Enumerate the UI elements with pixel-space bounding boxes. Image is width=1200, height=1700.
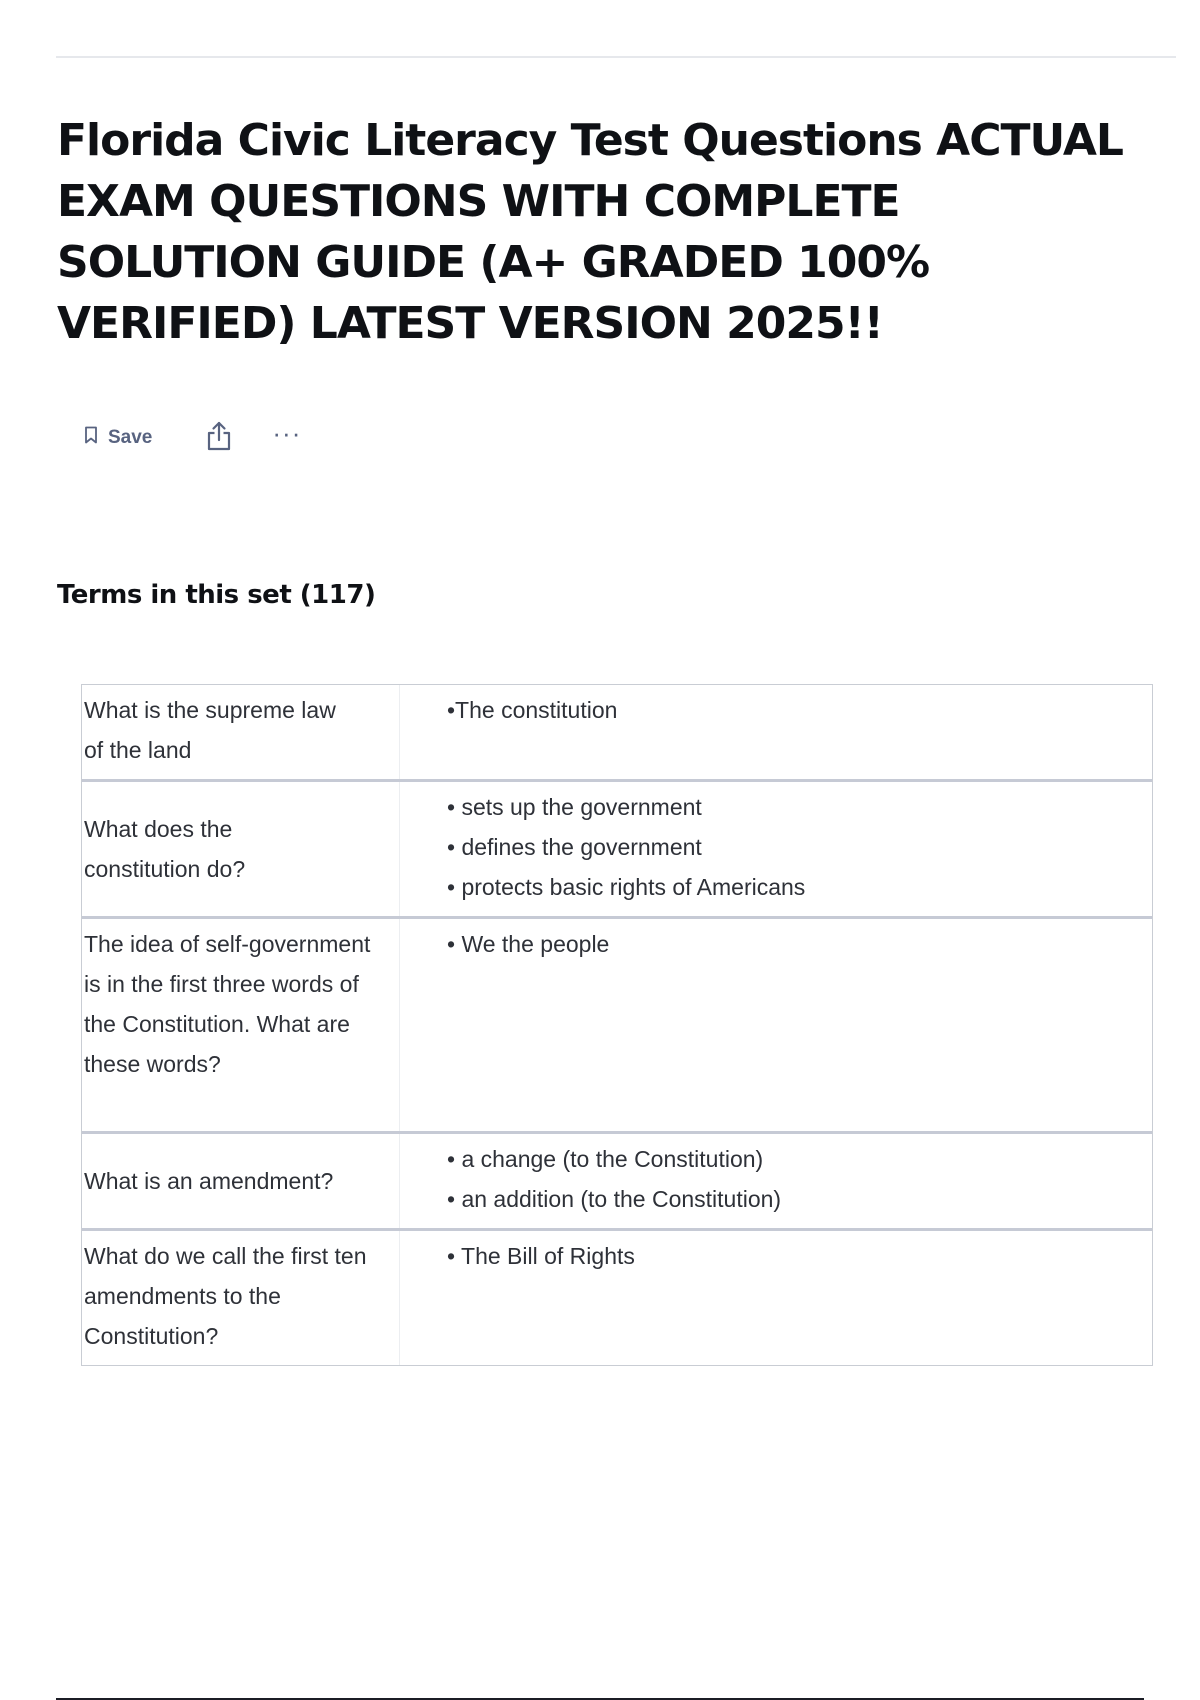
table-row bbox=[82, 1231, 1152, 1365]
top-divider bbox=[56, 56, 1176, 58]
term-cell bbox=[82, 1134, 400, 1228]
page-title: Florida Civic Literacy Test Questions ACTUAL EXAM QUESTIONS WITH COMPLETE SOLUTION GUIDE (A+ GRADED 100% VERIFIED) LATEST VERSION 2025!! bbox=[57, 115, 1123, 349]
term-text: What is an amendment? bbox=[84, 1168, 334, 1194]
action-bar bbox=[84, 418, 301, 458]
definition-line: • We the people bbox=[447, 931, 610, 957]
definition-cell bbox=[400, 919, 1152, 1131]
definition-line: • The Bill of Rights bbox=[447, 1243, 635, 1269]
term-cell bbox=[82, 1231, 400, 1365]
bookmark-icon bbox=[84, 426, 98, 450]
terms-heading: Terms in this set (117) bbox=[57, 580, 376, 610]
definition-cell bbox=[400, 782, 1152, 916]
definition-line: • defines the government bbox=[447, 834, 702, 860]
term-text: What does the constitution do? bbox=[84, 816, 246, 882]
save-button[interactable] bbox=[84, 426, 152, 450]
term-text: What do we call the first ten amendments to the Constitution? bbox=[84, 1243, 367, 1349]
definition-cell bbox=[400, 1231, 1152, 1365]
definition-cell bbox=[400, 685, 1152, 779]
terms-table bbox=[81, 684, 1153, 1366]
table-row bbox=[82, 782, 1152, 919]
definition-line: • a change (to the Constitution) bbox=[447, 1146, 764, 1172]
term-text: What is the supreme law of the land bbox=[84, 697, 336, 763]
more-icon: ··· bbox=[272, 418, 302, 448]
definition-line: •The constitution bbox=[447, 697, 618, 723]
share-button[interactable] bbox=[206, 421, 232, 456]
more-options-button[interactable] bbox=[272, 418, 302, 453]
term-cell bbox=[82, 782, 400, 916]
share-icon bbox=[206, 421, 232, 456]
term-cell bbox=[82, 919, 400, 1131]
definition-line: • protects basic rights of Americans bbox=[447, 874, 806, 900]
save-label: Save bbox=[108, 427, 153, 448]
term-cell bbox=[82, 685, 400, 779]
table-row bbox=[82, 919, 1152, 1134]
table-row bbox=[82, 685, 1152, 782]
definition-cell bbox=[400, 1134, 1152, 1228]
table-row bbox=[82, 1134, 1152, 1231]
definition-line: • sets up the government bbox=[447, 794, 702, 820]
definition-line: • an addition (to the Constitution) bbox=[447, 1186, 782, 1212]
term-text: The idea of self-government is in the first three words of the Constitution. What are these words? bbox=[84, 931, 371, 1077]
